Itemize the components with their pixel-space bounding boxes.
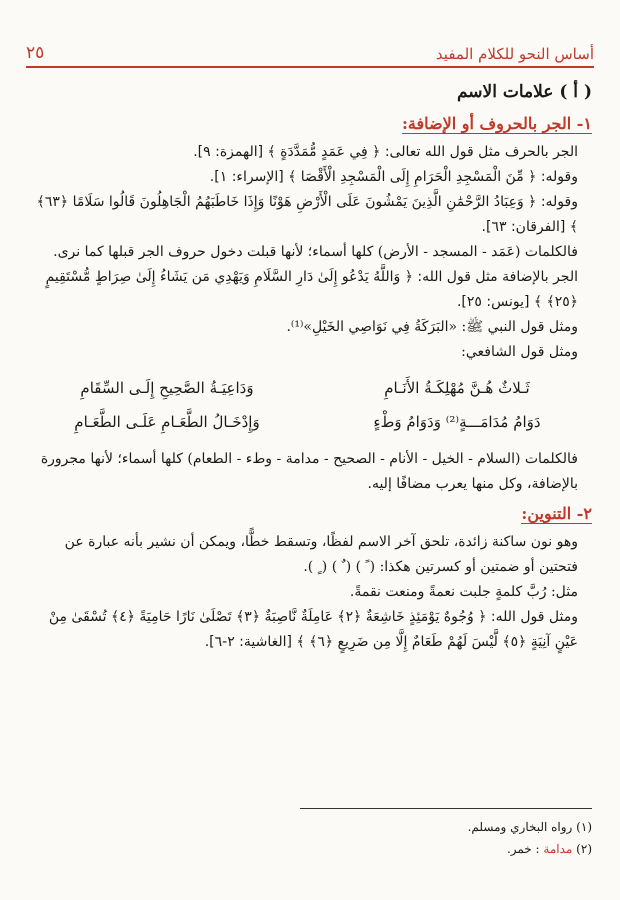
- paragraph: ومثل قول الشافعي:: [461, 344, 578, 360]
- poem-hemistich: دَوَامُ مُدَامَـــةٍ⁽²⁾ وَدَوَامُ وَطْءٍ: [373, 413, 541, 431]
- poem-hemistich: ثَـلاثٌ هُـنَّ مُهْلِكَـةُ الأَنَـامِ: [384, 379, 530, 397]
- poem-hemistich: وَإِدْخَـالُ الطَّعَـامِ عَلَـى الطَّعَـامِ: [74, 413, 260, 431]
- paragraph: الجر بالحرف مثل قول الله تعالى: ﴿ فِي عَمَدٍ مُّمَدَّدَةٍ ﴾ [الهمزة: ٩].: [193, 144, 578, 160]
- poem: [42, 371, 582, 439]
- section-title: ( أ ) علامات الاسم: [456, 82, 592, 102]
- subsection-title-tanween-text: ٢- التنوين:: [521, 504, 592, 523]
- poem-hemistich: وَدَاعِيَـةُ الصَّحِيحِ إِلَـى السِّقَامِ: [80, 379, 254, 397]
- footnote-2-definition: : خمر.: [506, 842, 540, 856]
- page-header: [26, 34, 594, 68]
- footnote-1: (١) رواه البخاري ومسلم.: [467, 820, 592, 834]
- page-body: [32, 78, 592, 655]
- paragraph: ومثل قول الله: ﴿ وُجُوهٌ يَوْمَئِذٍ خَاشِعَةٌ ﴿٢﴾ عَامِلَةٌ نَّاصِبَةٌ ﴿٣﴾ تَصْلَىٰ نَارًا حَامِيَةً ﴿٤﴾ تُسْقَىٰ مِنْ عَيْنٍ آنِيَةٍ ﴿٥﴾ لَّيْسَ لَهُمْ طَعَامٌ إِلَّا مِن ضَرِيعٍ ﴿٦﴾ ﴾ [الغاشية: ٢-٦].: [48, 609, 578, 650]
- footnotes: [32, 816, 592, 860]
- paragraph: وقوله: ﴿ مِّنَ الْمَسْجِدِ الْحَرَامِ إِلَى الْمَسْجِدِ الْأَقْصَا ﴾ [الإسراء: ١].: [209, 169, 578, 185]
- running-title: أساس النحو للكلام المفيد: [435, 45, 594, 63]
- footnote-divider: [300, 808, 592, 809]
- paragraph: وقوله: ﴿ وَعِبَادُ الرَّحْمَٰنِ الَّذِينَ يَمْشُونَ عَلَى الْأَرْضِ هَوْنًا وَإِذَا خَاطَبَهُمُ الْجَاهِلُونَ قَالُوا سَلَامًا ﴿٦٣﴾ ﴾ [الفرقان: ٦٣].: [36, 194, 578, 235]
- page-number: ٢٥: [26, 43, 45, 63]
- subsection-title-jar-text: ١- الجر بالحروف أو الإضافة:: [402, 114, 592, 133]
- footnote-2-term: مدامة: [543, 842, 573, 856]
- paragraph: مثل: رُبَّ كلمةٍ جلبت نعمةً ومنعت نقمةً.: [349, 584, 578, 600]
- subsection-title-jar: [32, 111, 592, 136]
- paragraph: الجر بالإضافة مثل قول الله: ﴿ وَاللَّهُ يَدْعُو إِلَىٰ دَارِ السَّلَامِ وَيَهْدِي مَن يَشَاءُ إِلَىٰ صِرَاطٍ مُّسْتَقِيمٍ ﴿٢٥﴾ ﴾ [يونس: ٢٥].: [45, 269, 578, 310]
- footnote-2: [32, 838, 592, 860]
- paragraph: ومثل قول النبي ﷺ: «البَرَكَةُ فِي نَوَاصِي الخَيْلِ»⁽¹⁾.: [286, 319, 578, 335]
- paragraph: فالكلمات (عَمَد - المسجد - الأرض) كلها أسماء؛ لأنها قبلت دخول حروف الجر قبلها كما نرى.: [53, 244, 578, 260]
- subsection-title-tanween: [32, 501, 592, 526]
- paragraph: فالكلمات (السلام - الخيل - الأنام - الصحيح - مدامة - وطء - الطعام) كلها أسماء؛ لأنها مجرورة بالإضافة، وكل منها يعرب مضافًا إليه.: [40, 451, 578, 492]
- footnote-2-number: (٢): [576, 842, 592, 856]
- paragraph: وهو نون ساكنة زائدة، تلحق آخر الاسم لفظًا، وتسقط خطًّا، ويمكن أن نشير بأنه عبارة عن فتحتين أو ضمتين أو كسرتين هكذا: ( ً ) ( ٌ ) ( ٍ ).: [64, 534, 578, 575]
